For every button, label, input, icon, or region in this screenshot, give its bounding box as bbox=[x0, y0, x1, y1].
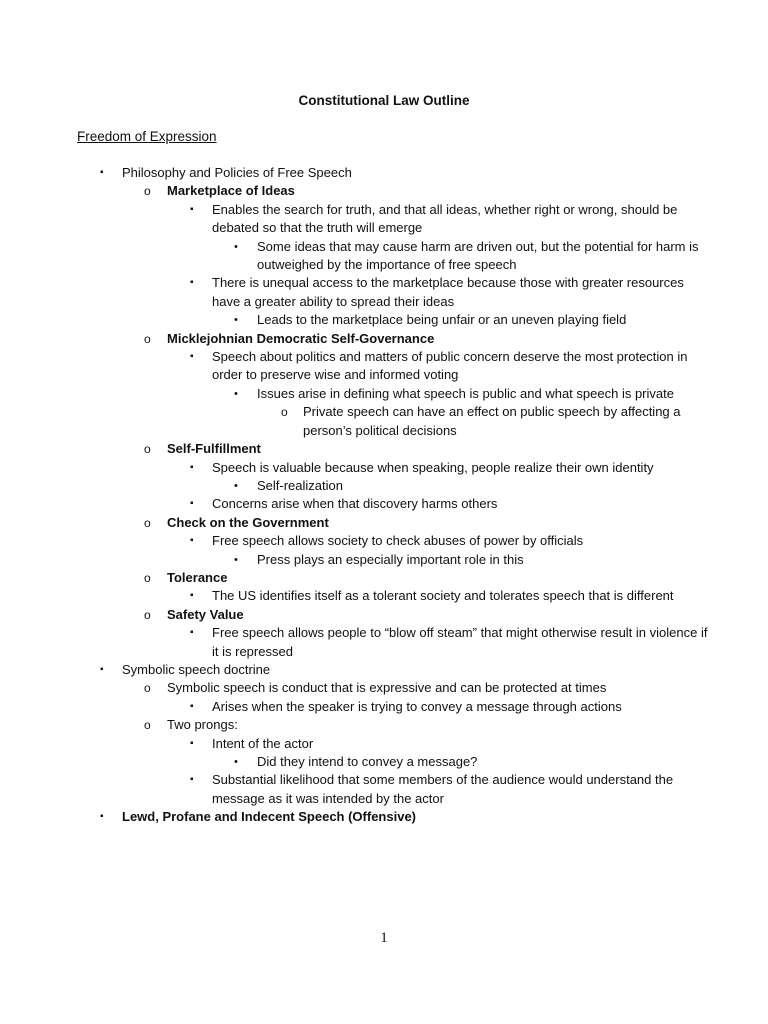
outline-item-text: Concerns arise when that discovery harms others bbox=[212, 496, 498, 512]
bullet-marker-icon: ▪ bbox=[190, 774, 194, 786]
outline-item-text: Symbolic speech is conduct that is expressive and can be protected at times bbox=[167, 680, 607, 696]
outline-item-text: Some ideas that may cause harm are driven out, but the potential for harm is outweighed by the importance of free speech bbox=[257, 238, 699, 273]
bullet-marker-icon: • bbox=[234, 314, 238, 327]
outline-item-text: Free speech allows people to “blow off steam” that might otherwise result in violence if it is repressed bbox=[212, 625, 708, 659]
outline-item-level-3 bbox=[0, 201, 768, 238]
outline-item-text: Marketplace of Ideas bbox=[167, 183, 295, 199]
outline-item-text: Safety Value bbox=[167, 606, 244, 622]
bullet-marker-icon: ▪ bbox=[190, 461, 194, 473]
outline-item-level-3 bbox=[0, 459, 768, 477]
outline-item-text: The US identifies itself as a tolerant society and tolerates speech that is different bbox=[212, 588, 674, 604]
outline-item-text: Philosophy and Policies of Free Speech bbox=[122, 165, 352, 180]
outline-item-text: Private speech can have an effect on public speech by affecting a person’s political decisions bbox=[303, 404, 681, 438]
outline-item-level-4 bbox=[0, 753, 768, 771]
outline-item-level-2 bbox=[0, 330, 768, 348]
bullet-marker-icon: ▪ bbox=[190, 203, 194, 215]
outline-item-level-4 bbox=[0, 385, 768, 403]
bullet-marker-icon: ▪ bbox=[190, 700, 194, 712]
outline-item-text: Speech is valuable because when speaking, people realize their own identity bbox=[212, 459, 654, 475]
outline-list bbox=[0, 164, 768, 827]
bullet-marker-icon: • bbox=[234, 479, 238, 492]
outline-item-level-2 bbox=[0, 569, 768, 587]
bullet-marker-icon: o bbox=[144, 718, 151, 733]
outline-item-level-2 bbox=[0, 514, 768, 532]
outline-item-level-1 bbox=[0, 808, 768, 826]
outline-item-text: Self-realization bbox=[257, 477, 343, 493]
outline-item-text: Micklejohnian Democratic Self-Governance bbox=[167, 330, 435, 346]
outline-item-level-2 bbox=[0, 182, 768, 200]
bullet-marker-icon: o bbox=[144, 515, 151, 530]
outline-item-level-3 bbox=[0, 624, 768, 661]
bullet-marker-icon: ▪ bbox=[190, 627, 194, 639]
outline-item-text: Speech about politics and matters of public concern deserve the most protection in order to preserve wise and informed voting bbox=[212, 349, 688, 383]
outline-item-level-2 bbox=[0, 716, 768, 734]
bullet-marker-icon: • bbox=[234, 240, 238, 253]
outline-item-text: Self-Fulfillment bbox=[167, 441, 261, 457]
bullet-marker-icon: ▪ bbox=[190, 277, 194, 289]
outline-item-level-4 bbox=[0, 477, 768, 495]
bullet-marker-icon: ▪ bbox=[100, 167, 104, 178]
bullet-marker-icon: o bbox=[144, 184, 151, 199]
bullet-marker-icon: ▪ bbox=[100, 811, 104, 823]
outline-item-text: Did they intend to convey a message? bbox=[257, 754, 478, 769]
bullet-marker-icon: o bbox=[144, 570, 151, 585]
bullet-marker-icon: • bbox=[234, 387, 238, 400]
document-title: Constitutional Law Outline bbox=[298, 93, 470, 108]
outline-item-text: Lewd, Profane and Indecent Speech (Offensive) bbox=[122, 809, 417, 825]
outline-item-level-3 bbox=[0, 495, 768, 513]
bullet-marker-icon: o bbox=[144, 442, 151, 457]
outline-item-text: Leads to the marketplace being unfair or an uneven playing field bbox=[257, 312, 627, 328]
bullet-marker-icon: o bbox=[144, 607, 151, 622]
bullet-marker-icon: ▪ bbox=[190, 351, 194, 363]
outline-item-text: Check on the Government bbox=[167, 514, 329, 530]
bullet-marker-icon: ▪ bbox=[190, 590, 194, 602]
outline-item-text: Intent of the actor bbox=[212, 735, 314, 751]
outline-item-level-2 bbox=[0, 440, 768, 458]
outline-item-text: There is unequal access to the marketplace because those with greater resources have a greater ability to spread their ideas bbox=[212, 275, 684, 309]
bullet-marker-icon: ▪ bbox=[100, 663, 104, 675]
section-heading: Freedom of Expression bbox=[77, 129, 217, 144]
outline-item-level-4 bbox=[0, 551, 768, 569]
bullet-marker-icon: • bbox=[234, 756, 238, 768]
outline-item-level-3 bbox=[0, 274, 768, 311]
outline-item-level-2 bbox=[0, 606, 768, 624]
outline-item-level-3 bbox=[0, 348, 768, 385]
bullet-marker-icon: o bbox=[144, 331, 151, 346]
bullet-marker-icon: o bbox=[281, 405, 288, 420]
outline-item-level-3 bbox=[0, 532, 768, 550]
outline-item-level-3 bbox=[0, 587, 768, 605]
outline-item-text: Enables the search for truth, and that all ideas, whether right or wrong, should be debated so that the truth will emerge bbox=[212, 201, 678, 236]
outline-item-level-2 bbox=[0, 679, 768, 697]
outline-item-text: Arises when the speaker is trying to convey a message through actions bbox=[212, 698, 622, 714]
bullet-marker-icon: ▪ bbox=[190, 498, 194, 510]
outline-item-level-5 bbox=[0, 403, 768, 440]
outline-item-level-4 bbox=[0, 238, 768, 275]
outline-item-text: Tolerance bbox=[167, 569, 228, 585]
outline-item-level-3 bbox=[0, 735, 768, 753]
outline-item-level-1 bbox=[0, 164, 768, 182]
outline-item-text: Symbolic speech doctrine bbox=[122, 661, 271, 677]
outline-item-text: Two prongs: bbox=[167, 717, 238, 733]
outline-item-level-3 bbox=[0, 771, 768, 808]
bullet-marker-icon: ▪ bbox=[190, 535, 194, 547]
outline-item-text: Free speech allows society to check abuses of power by officials bbox=[212, 533, 584, 549]
bullet-marker-icon: ▪ bbox=[190, 737, 194, 749]
outline-item-level-1 bbox=[0, 661, 768, 679]
outline-item-level-4 bbox=[0, 311, 768, 329]
bullet-marker-icon: • bbox=[234, 553, 238, 566]
page-number: 1 bbox=[380, 930, 388, 946]
outline-item-text: Press plays an especially important role in this bbox=[257, 551, 524, 567]
bullet-marker-icon: o bbox=[144, 681, 151, 696]
outline-item-level-3 bbox=[0, 698, 768, 716]
outline-item-text: Substantial likelihood that some members of the audience would understand the message as it was intended by the actor bbox=[212, 772, 674, 806]
outline-item-text: Issues arise in defining what speech is public and what speech is private bbox=[257, 385, 674, 401]
